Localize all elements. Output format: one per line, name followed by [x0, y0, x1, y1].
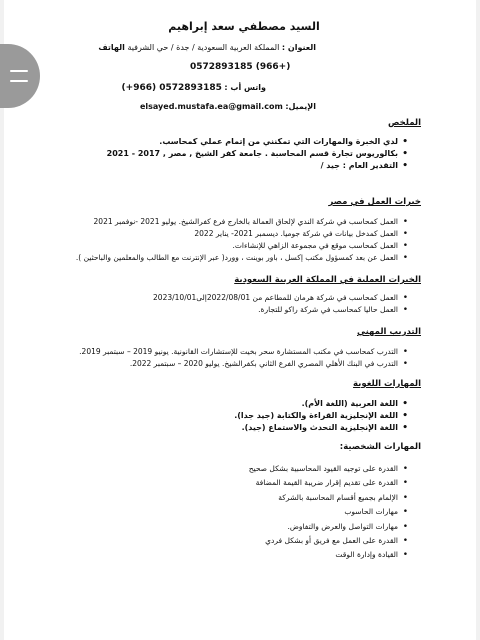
address-value: المملكة العربية السعودية / جدة / حي الشرفية — [127, 43, 280, 52]
list-item: بكالوريوس تجارة قسم المحاسبة . جامعة كفر الشيخ , مصر , 2017 - 2021 • — [107, 148, 410, 160]
phone-label: الهاتف — [98, 43, 125, 52]
email-value: elsayed.mustafa.ea@gmail.com — [139, 102, 283, 111]
list-item: مهارات الحاسوب • — [249, 505, 410, 519]
list-item: العمل كمحاسب في شركة هرمان للمطاعم من 2022/08/01إلى2023/10/01 • — [153, 292, 410, 304]
section-title-saudi-experience: الخبرات العملية في المملكة العربية السعودية — [234, 275, 421, 285]
phone-value: 0572893185 (966+) — [190, 62, 291, 72]
menu-line-icon — [10, 70, 28, 72]
email-label: الإيميل: — [285, 102, 316, 111]
list-item: الإلمام بجميع أقسام المحاسبة بالشركة • — [249, 491, 410, 505]
whatsapp-line — [122, 83, 266, 93]
training-list — [79, 346, 410, 370]
list-item: القدرة على توجيه القيود المحاسبية بشكل صحيح • — [249, 462, 410, 476]
list-item: القيادة وإدارة الوقت • — [249, 548, 410, 562]
list-item: اللغة العربية (اللغة الأم). • — [234, 398, 410, 410]
list-item: لدي الخبرة والمهارات التي تمكنني من إتمام عملي كمحاسب. • — [107, 136, 410, 148]
menu-line-icon — [10, 80, 28, 82]
address-line — [98, 43, 316, 52]
whatsapp-value: 0572893185 (966+) — [121, 83, 222, 93]
egypt-experience-list — [76, 216, 410, 264]
list-item: العمل كمدخل بيانات في شركة جوميا. ديسمبر 2021- يناير 2022 • — [76, 228, 410, 240]
list-item: القدرة على العمل مع فريق أو بشكل فردي • — [249, 534, 410, 548]
section-title-personal-skills: المهارات الشخصية: — [339, 442, 421, 452]
summary-list — [107, 136, 410, 172]
section-title-summary: الملخص — [388, 118, 421, 128]
list-item: العمل كمحاسب في شركة الندي لإلحاق العمالة بالخارج فرع كفرالشيخ. يوليو 2021 -نوفمبر 2021 • — [76, 216, 410, 228]
personal-skills-list — [249, 462, 410, 563]
cv-page — [4, 0, 476, 640]
section-title-training: التدريب المهني — [356, 327, 421, 337]
section-title-languages: المهارات اللغوية — [353, 379, 421, 389]
email-line — [140, 102, 316, 111]
languages-list — [234, 398, 410, 434]
list-item: العمل عن بعد كمسؤول مكتب إكسل ، باور بوينت ، وورد( عبر الإنترنت مع الطالب والمعلمين والباحثين ). • — [76, 252, 410, 264]
list-item: التقدير العام : جيد / • — [107, 160, 410, 172]
list-item: القدرة على تقديم إقرار ضريبة القيمة المضافة • — [249, 476, 410, 490]
list-item: العمل كمحاسب موقع في مجموعة الزاهي للإنشاءات. • — [76, 240, 410, 252]
address-label: العنوان : — [281, 43, 316, 52]
list-item: مهارات التواصل والعرض والتفاوض. • — [249, 520, 410, 534]
section-title-egypt-experience: خبرات العمل في مصر — [328, 197, 421, 207]
list-item: اللغة الإنجليزية التحدث والاستماع (جيد). • — [234, 422, 410, 434]
whatsapp-label: واتس أب : — [224, 83, 266, 92]
list-item: التدرب في البنك الأهلي المصري الفرع الثاني بكفرالشيخ. يوليو 2020 – سبتمبر 2022. • — [79, 358, 410, 370]
list-item: العمل حاليا كمحاسب في شركة راكو للتجارة. • — [153, 304, 410, 316]
cv-name: السيد مصطفي سعد إبراهيم — [168, 20, 320, 33]
saudi-experience-list — [153, 292, 410, 316]
list-item: اللغة الإنجليزية القراءة والكتابة (جيد جدا). • — [234, 410, 410, 422]
list-item: التدرب كمحاسب في مكتب المستشارة سحر بخيت للإستشارات القانونية. يونيو 2019 – سبتمبر 2019. • — [79, 346, 410, 358]
